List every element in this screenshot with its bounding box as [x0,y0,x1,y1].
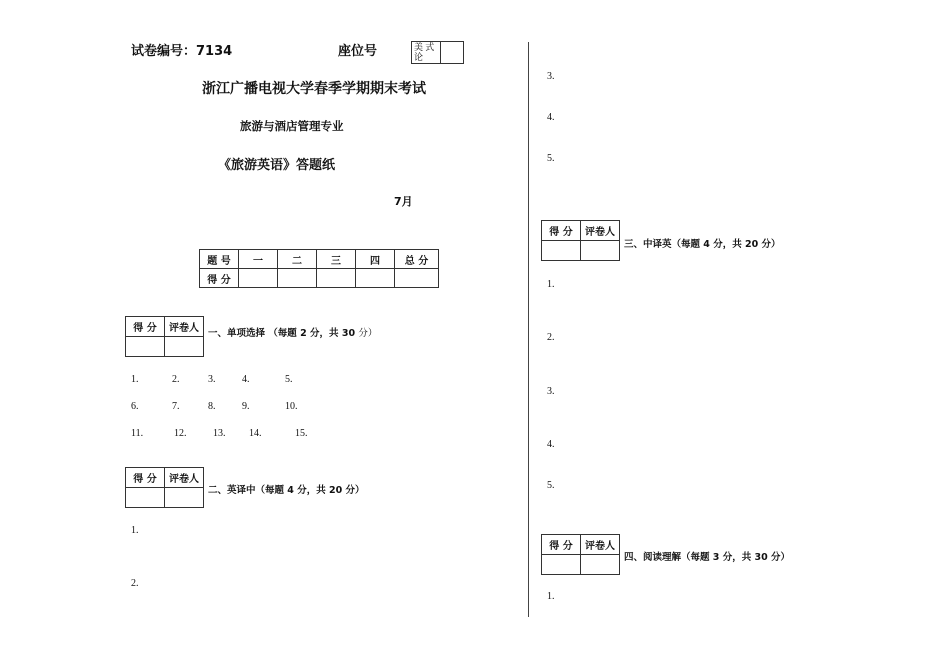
answer-number: 3. [547,386,555,397]
score-input-cell[interactable] [356,269,395,288]
grader-box-s3 [541,220,620,261]
seat-label: 座位号 [338,44,378,59]
grader-score-label: 得 分 [542,221,581,241]
grader-score-label: 得 分 [126,317,165,337]
score-header-cell: 一 [239,250,278,269]
answer-number: 1. [131,525,139,536]
section-4-title: 四、阅读理解（每题 3 分，共 30 分） [624,552,791,563]
course-title: 《旅游英语》答题纸 [218,158,336,173]
grader-name-label: 评卷人 [581,221,620,241]
answer-number: 6. [131,401,139,412]
grader-score-cell[interactable] [126,488,165,508]
answer-number: 4. [242,374,250,385]
section-2-title: 二、英译中（每题 4 分，共 20 分） [208,485,365,496]
grader-box-s2 [125,467,204,508]
grader-name-label: 评卷人 [581,535,620,555]
grader-name-cell[interactable] [165,337,204,357]
score-summary-table [199,249,439,288]
form-box-line2: 论 [414,52,424,62]
score-header-cell: 四 [356,250,395,269]
score-input-cell[interactable] [278,269,317,288]
score-header-cell: 总 分 [395,250,439,269]
grader-score-label: 得 分 [126,468,165,488]
exam-month: 7月 [394,195,413,208]
answer-number: 15. [295,428,308,439]
column-divider [528,42,529,617]
grader-score-cell[interactable] [126,337,165,357]
answer-number: 5. [547,153,555,164]
answer-number: 10. [285,401,298,412]
answer-number: 7. [172,401,180,412]
grader-box-s1 [125,316,204,357]
score-input-cell[interactable] [395,269,439,288]
answer-number: 5. [547,480,555,491]
score-row-label: 得 分 [200,269,239,288]
answer-number: 2. [131,578,139,589]
paper-number: 试卷编号：7134 [131,44,233,59]
grader-name-label: 评卷人 [165,317,204,337]
answer-number: 12. [174,428,187,439]
answer-number: 2. [172,374,180,385]
score-header-cell: 三 [317,250,356,269]
answer-number: 1. [547,591,555,602]
grader-name-cell[interactable] [581,555,620,575]
grader-name-cell[interactable] [165,488,204,508]
section-3-title: 三、中译英（每题 4 分，共 20 分） [624,239,781,250]
grader-name-cell[interactable] [581,241,620,261]
answer-number: 4. [547,439,555,450]
form-box-line1: 美 式 [414,42,435,52]
grader-score-label: 得 分 [542,535,581,555]
answer-number: 13. [213,428,226,439]
answer-number: 3. [547,71,555,82]
answer-number: 11. [131,428,144,439]
score-header-cell: 二 [278,250,317,269]
answer-number: 2. [547,332,555,343]
answer-number: 5. [285,374,293,385]
answer-number: 3. [208,374,216,385]
major-title: 旅游与酒店管理专业 [240,119,344,133]
answer-number: 8. [208,401,216,412]
answer-number: 1. [131,374,139,385]
answer-number: 4. [547,112,555,123]
section-1-title: 一、单项选择 （每题 2 分，共 30 分） [208,328,378,339]
exam-title: 浙江广播电视大学春季学期期末考试 [202,81,426,97]
answer-number: 14. [249,428,262,439]
answer-number: 1. [547,279,555,290]
grader-score-cell[interactable] [542,555,581,575]
seat-number-box[interactable] [411,41,464,64]
answer-number: 9. [242,401,250,412]
grader-score-cell[interactable] [542,241,581,261]
grader-name-label: 评卷人 [165,468,204,488]
score-input-cell[interactable] [317,269,356,288]
score-header-cell: 题 号 [200,250,239,269]
grader-box-s4 [541,534,620,575]
score-input-cell[interactable] [239,269,278,288]
